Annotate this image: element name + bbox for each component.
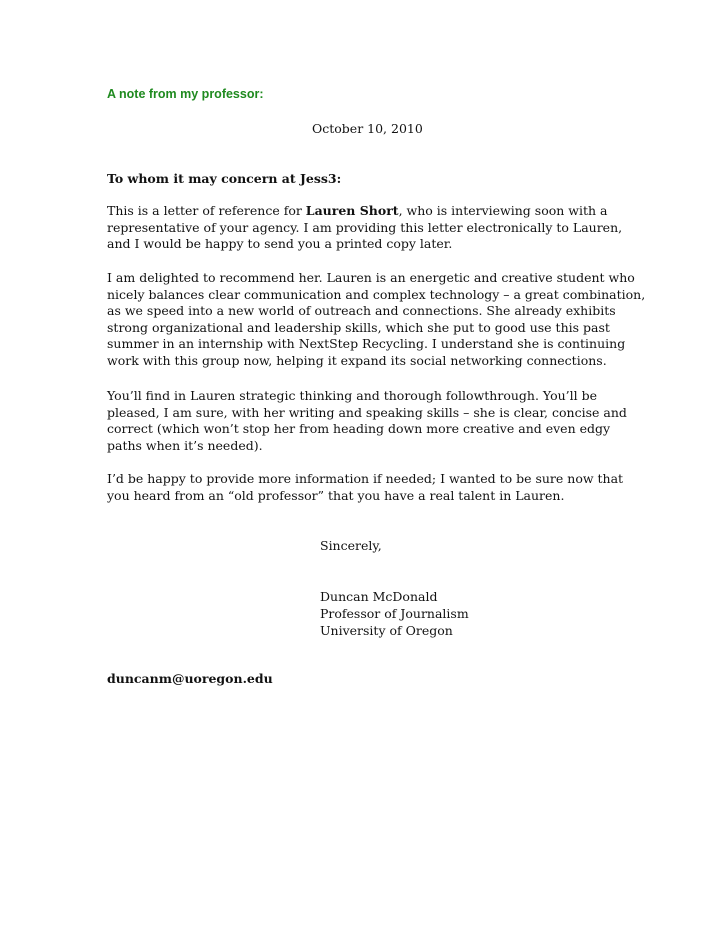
paragraph-4 (107, 471, 627, 504)
paragraph-2 (107, 270, 646, 370)
signature-title: Professor of Journalism (320, 606, 469, 621)
paragraph-3-line-3: correct (which won’t stop her from heading down more creative and even edgy (107, 421, 611, 437)
note-header: A note from my professor: (107, 87, 264, 101)
salutation: To whom it may concern at Jess3: (107, 171, 342, 186)
paragraph-3-line-2: pleased, I am sure, with her writing and speaking skills – she is clear, concise and (107, 404, 627, 420)
paragraph-2-line-6: work with this group now, helping it expand its social networking connections. (107, 352, 607, 368)
paragraph-3 (107, 388, 627, 454)
paragraph-2-line-1: I am delighted to recommend her. Lauren is an energetic and creative student who (107, 270, 635, 285)
paragraph-1-line-1 (107, 203, 627, 220)
paragraph-2-line-2: nicely balances clear communication and complex technology – a great combination, (107, 286, 646, 302)
paragraph-2-line-3: as we speed into a new world of outreach and connections. She already exhibits (107, 303, 616, 319)
paragraph-4-line-2: you heard from an “old professor” that you have a real talent in Lauren. (107, 487, 565, 503)
paragraph-1-line-3: and I would be happy to send you a printed copy later. (107, 236, 453, 252)
paragraph-2-line-4: strong organizational and leadership skills, which she put to good use this past (107, 319, 610, 335)
paragraph-3-line-1: You’ll find in Lauren strategic thinking and thorough followthrough. You’ll be (107, 388, 597, 403)
closing: Sincerely, (320, 538, 382, 553)
signature-block (320, 588, 469, 639)
paragraph-1 (107, 203, 627, 253)
paragraph-2-line-5: summer in an internship with NextStep Recycling. I understand she is continuing (107, 336, 626, 352)
signature-organization: University of Oregon (320, 623, 453, 638)
paragraph-1-line-1-after: , who is interviewing soon with a (398, 203, 608, 218)
paragraph-4-line-1: I’d be happy to provide more information if needed; I wanted to be sure now that (107, 471, 624, 486)
paragraph-1-line-2: representative of your agency. I am providing this letter electronically to Lauren, (107, 219, 623, 235)
contact-email: duncanm@uoregon.edu (107, 671, 273, 686)
letter-date: October 10, 2010 (312, 121, 423, 136)
paragraph-3-line-4: paths when it’s needed). (107, 437, 263, 453)
paragraph-1-line-1-before: This is a letter of reference for (107, 203, 306, 218)
candidate-name: Lauren Short (305, 203, 399, 218)
signature-name: Duncan McDonald (320, 589, 438, 604)
